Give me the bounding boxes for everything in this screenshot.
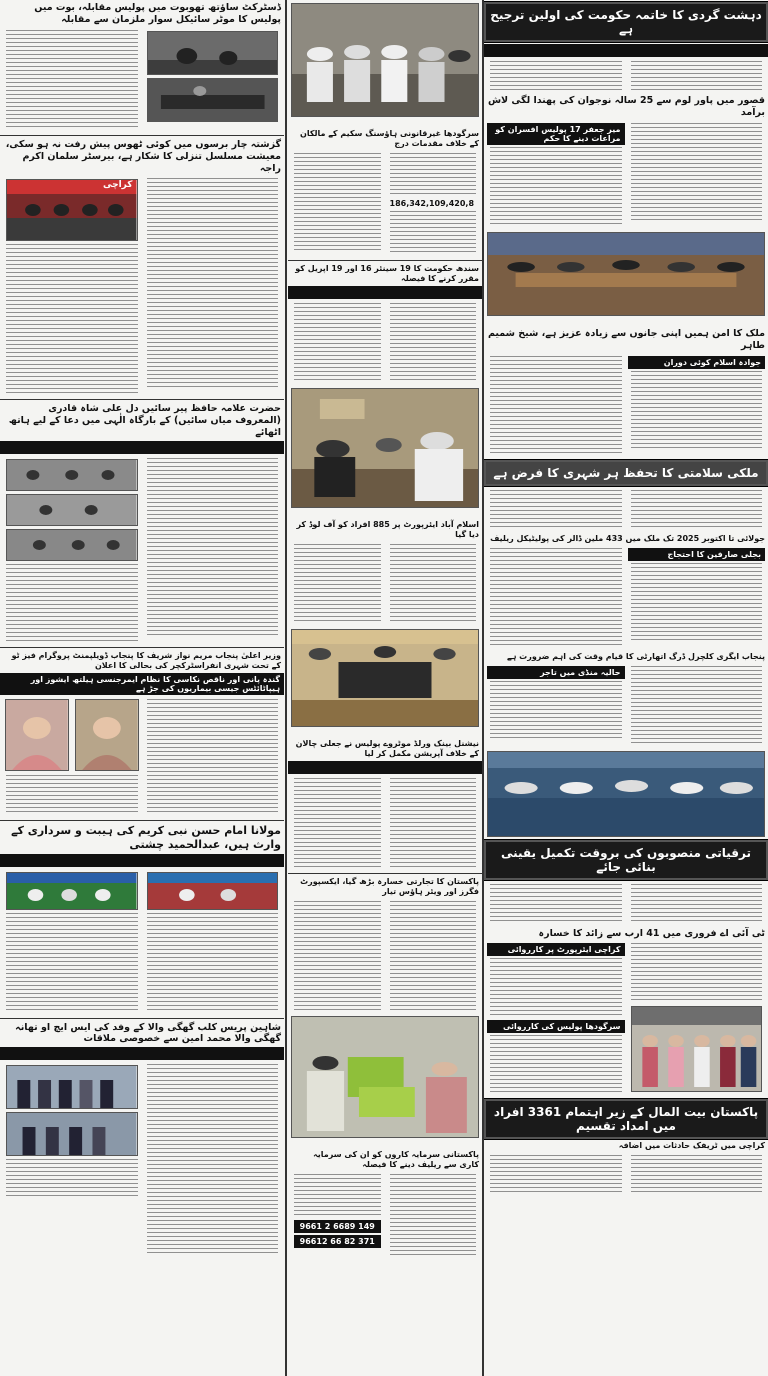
numbers-line: 186,342,109,420,8: [389, 199, 475, 208]
article-text: [490, 1155, 622, 1195]
headline-airport-offload: اسلام آباد ایئرپورٹ پر 885 افراد کو آف لوڈ کر دیا گیا: [296, 520, 479, 539]
divider: [0, 135, 284, 136]
article-text: [490, 490, 622, 530]
banner-national-security: ملکی سلامتی کا تحفظ ہر شہری کا فرض ہے: [484, 460, 768, 486]
article-text: [490, 681, 622, 741]
article-text: [490, 356, 622, 456]
divider: [288, 260, 482, 261]
headline-motorway-police: نیشنل بینک ورلڈ موٹروے پولیس نے جعلی چالان کے خلاف آپریشن مکمل کر لیا: [295, 739, 479, 758]
article-text: [390, 1174, 477, 1258]
article-text: [631, 1155, 763, 1195]
article-text: [294, 1174, 381, 1218]
caption: [292, 120, 478, 126]
sub-bar: [0, 854, 284, 867]
article-text: [390, 153, 477, 197]
article-text: [390, 303, 477, 383]
headline-maryam-nawaz: وزیر اعلیٰ پنجاب مریم نواز شریف کا پنجاب ڈویلپمنٹ پروگرام فیز ٹو کے تحت شہری انفراسٹرکچر کی بحالی کا اعلان: [11, 651, 281, 670]
bar-sargodha-police: سرگودھا پولیس کی کارروائی: [487, 1020, 625, 1033]
photo-conference-table: [487, 232, 765, 316]
bar-jawada: جوادہ اسلام کوئی دوران: [628, 356, 766, 369]
article-text: [6, 913, 138, 1013]
column-middle: [288, 0, 482, 1376]
article-text: [147, 913, 279, 1013]
photo-encounter-1: [147, 31, 279, 75]
headline-pia-loss: ٹی آئی اے فروری میں 41 ارب سے زائد کا خسارہ: [538, 927, 765, 939]
photo-religious-gathering-1: [6, 872, 138, 910]
bar-police-officers: میر جعفر 17 پولیس افسران کو مراعات دینے کا حکم: [487, 123, 625, 145]
photo-portrait-1: [5, 699, 69, 771]
photo-press-club-meeting: [487, 751, 765, 837]
sub-bar: [0, 441, 284, 454]
article-text: [390, 901, 477, 1011]
article-text: [390, 211, 477, 255]
phone-number-1: 9661 2 6689 149: [294, 1220, 381, 1233]
sub-bar: [288, 286, 482, 299]
headline-sheikh-shamim: ملک کا امن ہمیں اپنی جانوں سے زیادہ عزیز ہے، شیخ شمیم طاہر: [487, 327, 765, 351]
headline-sindh-govt: سندھ حکومت کا 19 سینئر 16 اور 19 اپریل کو مقرر کرنے کا فیصلہ: [295, 264, 479, 283]
divider: [0, 1018, 284, 1019]
article-text: [294, 544, 381, 624]
caption: [292, 511, 478, 517]
divider: [0, 399, 284, 400]
article-text: [147, 699, 279, 814]
sub-bar: [288, 761, 482, 774]
article-text: [147, 1064, 279, 1254]
article-text: [631, 884, 763, 924]
headline-police-encounter: ڈسٹرکٹ ساؤتھ تھوبوت میں پولیس مقابلہ، بوت میں پولیس کا موٹر سائیکل سوار ملزمان سے مقابلہ: [34, 2, 281, 25]
photo-meeting-group: [291, 3, 479, 117]
headline-trade-deficit: پاکستان کا تجارتی خسارہ بڑھ گیا، ایکسپورٹ فگرز اور ویئر ہاؤس تیار: [300, 877, 479, 896]
article-text: [631, 371, 763, 451]
caption: [292, 1141, 478, 1147]
article-text: [390, 544, 477, 624]
headline-investors-relief: پاکستانی سرمایہ کاروں کو ان کی سرمایہ کاری سے ریلیف دینے کا فیصلہ: [313, 1150, 479, 1169]
banner-karachi: کراچی: [102, 180, 133, 191]
banner-development: ترقیاتی منصوبوں کی بروقت تکمیل یقینی بنائی جائے: [484, 840, 768, 880]
divider: [288, 873, 482, 874]
headline-433-million: جولائی تا اکتوبر 2025 تک ملک میں 433 ملین ڈالر کی پولیٹیکل ریلیف: [490, 533, 765, 543]
article-text: [6, 244, 138, 394]
article-text: [6, 775, 138, 815]
banner-terrorism: دہشت گردی کا خاتمہ حکومت کی اولین ترجیح ہے: [484, 2, 768, 42]
article-text: [6, 564, 138, 642]
article-text: [294, 303, 381, 383]
headline-shaheen-press-club: شاہین پریس کلب گھگی والا کے وفد کی ایس ایچ او تھانہ گھگی والا محمد امین سے خصوصی ملاقات: [15, 1021, 281, 1045]
article-text: [390, 778, 477, 868]
caption: [292, 730, 478, 736]
banner-baitul-maal: پاکستان بیت المال کے زیر اہتمام 3361 افراد میں امداد تقسیم: [484, 1099, 768, 1139]
column-right: [484, 0, 768, 1376]
bar-karachi-airport: کراچی ایئرپورٹ پر کارروائی: [487, 943, 625, 956]
article-text: [294, 153, 381, 253]
bar-sanitation: گندہ پانی اور ناقص نکاسی کا نظام ایمرجنسی ہیلتھ ایشوز اور ہیپاٹائٹس جیسی بیماریوں کی جڑ ہے: [0, 673, 284, 695]
column-separator: [285, 0, 287, 1376]
photo-press-club-1: [6, 1065, 138, 1109]
photo-gathering-2: [6, 494, 138, 526]
headline-agri-drug-authority: پنجاب ایگری کلچرل ڈرگ اتھارٹی کا قیام وقت کی اہم ضرورت ہے: [507, 651, 765, 661]
bar-electricity-protest: بجلی صارفین کا احتجاج: [628, 548, 766, 561]
article-text: [631, 563, 763, 643]
article-text: [490, 61, 622, 91]
divider: [0, 647, 284, 648]
photo-portrait-2: [75, 699, 139, 771]
article-text: [147, 178, 279, 390]
headline-hazrat-allama: حضرت علامہ حافظ پیر سائیں دل علی شاہ قادری (المعروف میاں سائیں) کے بارگاہ الٰہی میں دعا کے لیے ہاتھ اٹھائے: [8, 403, 281, 439]
column-left: [0, 0, 284, 1376]
article-text: [490, 884, 622, 924]
sub-bar: [484, 44, 768, 57]
article-text: [490, 548, 622, 648]
caption: [488, 319, 764, 325]
article-text: [490, 1035, 622, 1095]
article-text: [490, 958, 622, 1018]
article-text: [631, 666, 763, 746]
article-text: [490, 147, 622, 227]
headline-kasur: قصور میں پاور لوم سے 25 سالہ نوجوان کی پھندا لگی لاش برآمد: [487, 95, 765, 118]
photo-aid-distribution: [291, 1016, 479, 1138]
photo-group-women: [631, 1006, 763, 1092]
article-text: [631, 490, 763, 530]
article-text: [6, 30, 138, 130]
article-text: [631, 123, 763, 223]
photo-press-club-2: [6, 1112, 138, 1156]
headline-barrister-salman: گزشتہ چار برسوں میں کوئی ٹھوس پیش رفت نہ ہو سکی، معیشت مسلسل تنزلی کا شکار ہے، بیرسٹر سلمان اکرم راجہ: [5, 138, 281, 174]
headline-sargodha-housing: سرگودھا غیرقانونی ہاؤسنگ سکیم کے مالکان کے خلاف مقدمات درج: [300, 129, 479, 148]
headline-karachi-traffic: کراچی میں ٹریفک حادثات میں اضافہ: [618, 1141, 765, 1151]
phone-number-2: 96612 66 82 371: [294, 1235, 381, 1248]
photo-religious-gathering-2: [147, 872, 279, 910]
sub-bar: [0, 1047, 284, 1060]
headline-imam-hassan: مولانا امام حسن نبی کریم کی ہیبت و سرداری کے وارث ہیں، عبدالحمید چشتی: [11, 824, 281, 851]
photo-office-meeting: [291, 388, 479, 508]
article-text: [631, 943, 763, 1003]
photo-press-conference: [6, 179, 138, 241]
article-text: [294, 778, 381, 868]
article-text: [294, 901, 381, 1011]
divider: [0, 820, 284, 821]
photo-gathering-1: [6, 459, 138, 491]
article-text: [631, 61, 763, 91]
photo-conference-room: [291, 629, 479, 727]
article-text: [147, 458, 279, 638]
photo-gathering-3: [6, 529, 138, 561]
photo-encounter-2: [147, 78, 279, 122]
bar-traders: حالیہ منڈی میں تاجر: [487, 666, 625, 679]
article-text: [6, 1159, 138, 1199]
